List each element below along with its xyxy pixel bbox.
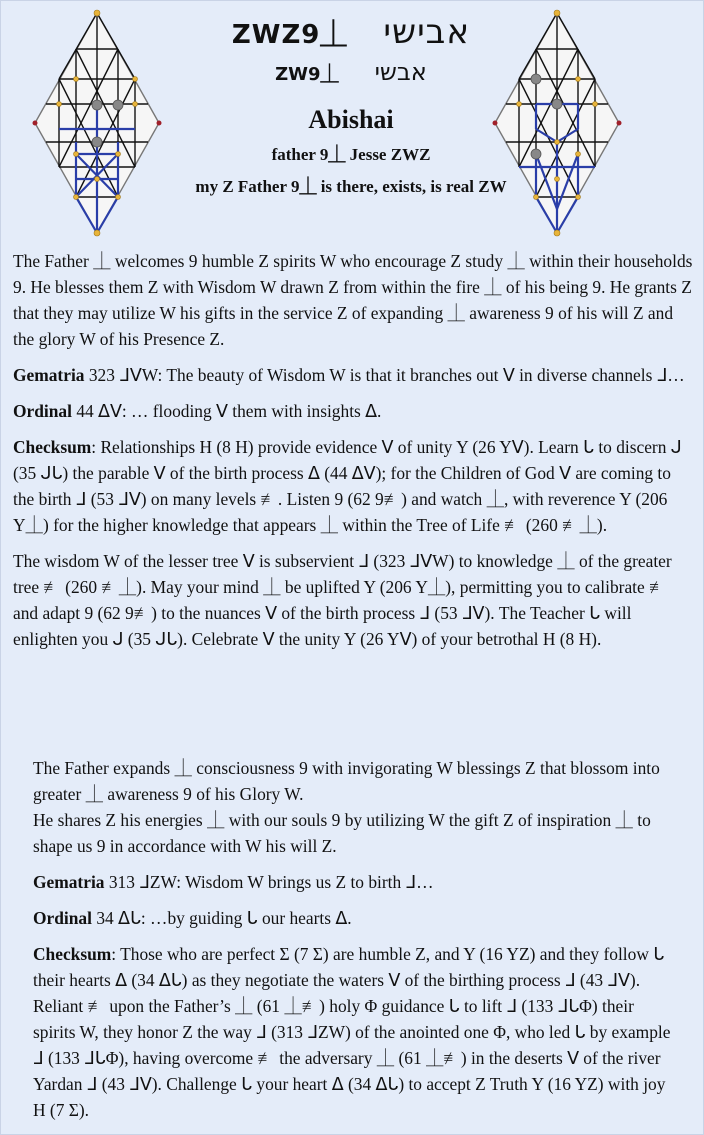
gematria-text: 323 ᒧᐯW: The beauty of Wisdom W is that it branches out ᐯ in diverse channels ᒧ… [88,365,685,385]
meaning-line-1: father 9⏊ Jesse ZWZ [271,145,431,164]
expands-line-1: The Father expands ⏊ consciousness 9 with invigorating W blessings Z that blossom into greater ⏊ awareness 9 of his Glory W. [33,758,660,804]
ordinal-2-text: 34 ᐃᒐ: …by guiding ᒐ our hearts ᐃ. [96,908,352,928]
paragraph-gematria: Gematria 323 ᒧᐯW: The beauty of Wisdom W is that it branches out ᐯ in diverse channels ᒧ… [13,365,685,385]
ordinal-text: 44 ᐃᐯ: … flooding ᐯ them with insights ᐃ. [76,401,382,421]
subtitle-paleo: ZW9⏊ [275,64,339,85]
header [1,1,704,246]
tree-of-life-diagram-left [31,9,163,237]
gematria-2-text: 313 ᒧZW: Wisdom W brings us Z to birth ᒧ… [108,872,434,892]
paragraph-ordinal-2: Ordinal 34 ᐃᒐ: …by guiding ᒐ our hearts ᐃ. [33,908,352,928]
title-hebrew: אבישי [383,12,471,52]
commentary-section-1 [13,248,693,662]
page-title: Abishai [308,105,394,134]
paragraph-checksum-2: Checksum: Those who are perfect Σ (7 Σ) are humble Z, and Y (16 YZ) and they follow ᒐ their hearts ᐃ (34 ᐃᒐ) as they negotiate the waters ᐯ of the birthing process ᒧ (43 ᒧᐯ). Reliant ≢ upon the Father’s ⏊ (61 ⏊≢) holy Φ guidance ᒐ to lift ᒧ (133 ᒧᒐΦ) their spirits W, they honor Z the way ᒧ (313 ᒧZW) of the anointed one Φ, who led ᒐ by example ᒧ (133 ᒧᒐΦ), having overcome ≢ the adversary ⏊ (61 ⏊≢) in the deserts ᐯ of the river Yardan ᒧ (43 ᒧᐯ). Challenge ᒐ your heart ᐃ (34 ᐃᒐ) to accept Z Truth Y (16 YZ) with joy H (7 Σ). [33,944,671,1120]
paragraph-ordinal: Ordinal 44 ᐃᐯ: … flooding ᐯ them with insights ᐃ. [13,401,382,421]
paragraph-wisdom: The wisdom W of the lesser tree ᐯ is subservient ᒧ (323 ᒧᐯW) to knowledge ⏊ of the greater tree ≢ (260 ≢⏊). May your mind ⏊ be uplifted Y (206 Y⏊), permitting you to calibrate ≢ and adapt 9 (62 9≢) to the nuances ᐯ of the birth process ᒧ (53 ᒧᐯ). The Teacher ᒐ will enlighten you ᒍ (35 ᒍᒐ). Celebrate ᐯ the unity Y (26 Yᐯ) of your betrothal H (8 H). [13,551,672,649]
paragraph-expands [33,755,673,859]
paragraph-intro: The Father ⏊ welcomes 9 humble Z spirits W who encourage Z study ⏊ within their households 9. He blesses them Z with Wisdom W drawn Z from within the fire ⏊ of his being 9. He grants Z that they may utilize W his gifts in the service Z of expanding ⏊ awareness 9 of his will Z and the glory W of his Presence Z. [13,251,693,349]
paragraph-gematria-2: Gematria 313 ᒧZW: Wisdom W brings us Z to birth ᒧ… [33,872,434,892]
meaning-line-2: my Z Father 9⏊ is there, exists, is real ZW [195,177,507,196]
checksum-text: : Relationships H (8 H) provide evidence ᐯ of unity Y (26 Yᐯ). Learn ᒐ to discern ᒍ (35 ᒍᒐ) the parable ᐯ of the birth process ᐃ (44 ᐃᐯ); for the Children of God ᐯ are coming to the birth ᒧ (53 ᒧᐯ) on many levels ≢. Listen 9 (62 9≢) and watch ⏊, with reverence Y (206 Y⏊) for the higher knowledge that appears ⏊ within the Tree of Life ≢ (260 ≢⏊). [13,437,682,535]
tree-of-life-diagram-right [491,9,623,237]
title-paleo: ZWZ9⏊ [231,20,348,50]
expands-line-2: He shares Z his energies ⏊ with our souls 9 by utilizing W the gift Z of inspiration ⏊ to shape us 9 in accordance with W his will Z. [33,810,651,856]
subtitle-hebrew: אבשי [374,58,427,86]
paragraph-checksum: Checksum: Relationships H (8 H) provide evidence ᐯ of unity Y (26 Yᐯ). Learn ᒐ to discern ᒍ (35 ᒍᒐ) the parable ᐯ of the birth process ᐃ (44 ᐃᐯ); for the Children of God ᐯ are coming to the birth ᒧ (53 ᒧᐯ) on many levels ≢. Listen 9 (62 9≢) and watch ⏊, with reverence Y (206 Y⏊) for the higher knowledge that appears ⏊ within the Tree of Life ≢ (260 ≢⏊). [13,437,682,535]
commentary-section-2 [33,755,673,1133]
checksum-2-text: : Those who are perfect Σ (7 Σ) are humble Z, and Y (16 YZ) and they follow ᒐ their hearts ᐃ (34 ᐃᒐ) as they negotiate the waters ᐯ of the birthing process ᒧ (43 ᒧᐯ). Reliant ≢ upon the Father’s ⏊ (61 ⏊≢) holy Φ guidance ᒐ to lift ᒧ (133 ᒧᒐΦ) their spirits W, they honor Z the way ᒧ (313 ᒧZW) of the anointed one Φ, who led ᒐ by example ᒧ (133 ᒧᒐΦ), having overcome ≢ the adversary ⏊ (61 ⏊≢) in the deserts ᐯ of the river Yardan ᒧ (43 ᒧᐯ). Challenge ᒐ your heart ᐃ (34 ᐃᒐ) to accept Z Truth Y (16 YZ) with joy H (7 Σ). [33,944,671,1120]
